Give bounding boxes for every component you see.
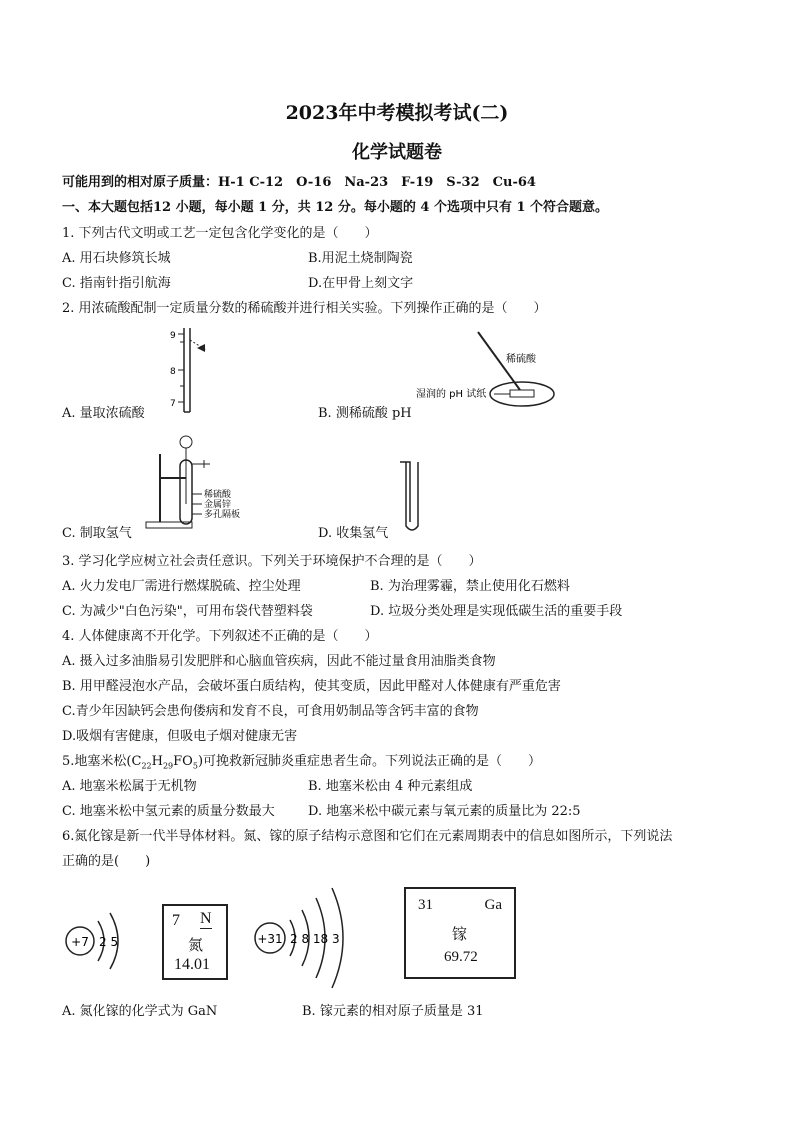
ga-atomic-number: 31 <box>418 897 433 913</box>
label-dilute-acid: 稀硫酸 <box>506 354 536 365</box>
q6-option-a: A. 氮化镓的化学式为 GaN <box>62 1004 218 1019</box>
q4-option-c: C.青少年因缺钙会患佝偻病和发育不良，可食用奶制品等含钙丰富的食物 <box>62 704 479 719</box>
q3-option-a: A. 火力发电厂需进行燃煤脱硫、控尘处理 <box>62 579 301 594</box>
nitrogen-atom-diagram <box>64 905 134 985</box>
gallium-element-card <box>404 887 516 979</box>
q4-option-b: B. 用甲醛浸泡水产品，会破坏蛋白质结构，使其变质，因此甲醛对人体健康有严重危害 <box>62 679 561 694</box>
q5-option-a: A. 地塞米松属于无机物 <box>62 779 197 794</box>
q1-option-d: D.在甲骨上刻文字 <box>308 276 414 291</box>
q5-option-c: C. 地塞米松中氢元素的质量分数最大 <box>62 804 275 819</box>
cylinder-tick-7: 7 <box>170 399 176 409</box>
q3-stem: 3. 学习化学应树立社会责任意识。下列关于环境保护不合理的是（ ） <box>62 554 482 569</box>
cylinder-tick-8: 8 <box>170 367 176 377</box>
label-zinc: 金属锌 <box>204 500 232 510</box>
paper-subtitle: 化学试题卷 <box>352 142 442 163</box>
ga-symbol: Ga <box>484 897 502 913</box>
q6-option-b: B. 镓元素的相对原子质量是 31 <box>302 1004 484 1019</box>
ga-nucleus: +31 <box>257 932 283 946</box>
q3-option-b: B. 为治理雾霾，禁止使用化石燃料 <box>370 579 570 594</box>
ga-mass: 69.72 <box>444 949 478 965</box>
q2-option-d: D. 收集氢气 <box>318 526 389 541</box>
label-porous-plate: 多孔隔板 <box>204 510 241 520</box>
ga-shells: 2 8 18 3 <box>290 932 340 946</box>
gallium-atom-diagram <box>252 882 362 992</box>
q5-stem: 5.地塞米松$(C_{22}H_{29}FO_5)$可挽救新冠肺炎重症患者生命。下列说法正确的是（ ） <box>62 754 542 771</box>
n-mass: 14.01 <box>174 956 210 973</box>
q3-option-c: C. 为减少"白色污染"，可用布袋代替塑料袋 <box>62 604 313 619</box>
ph-test-figure <box>410 330 580 410</box>
q2-option-b: B. 测稀硫酸 pH <box>318 406 412 421</box>
q2-option-a: A. 量取浓硫酸 <box>62 406 145 421</box>
atomic-masses: 可能用到的相对原子质量：H-1 C-12 O-16 Na-23 F-19 S-32 Cu-64 <box>62 175 536 190</box>
n-atomic-number: 7 <box>172 912 180 929</box>
graduated-cylinder-figure <box>150 326 220 416</box>
q4-stem: 4. 人体健康离不开化学。下列叙述不正确的是（ ） <box>62 629 378 644</box>
q1-option-b: B.用泥土烧制陶瓷 <box>308 251 413 266</box>
q2-stem: 2. 用浓硫酸配制一定质量分数的稀硫酸并进行相关实验。下列操作正确的是（ ） <box>62 301 547 316</box>
q5-option-b: B. 地塞米松由 4 种元素组成 <box>308 779 473 794</box>
hydrogen-generator-figure <box>140 434 280 530</box>
q4-option-d: D.吸烟有害健康，但吸电子烟对健康无害 <box>62 729 298 744</box>
n-nucleus: +7 <box>71 935 89 949</box>
q1-option-a: A. 用石块修筑长城 <box>62 251 171 266</box>
n-name: 氮 <box>188 938 204 954</box>
q2-option-c: C. 制取氢气 <box>62 526 132 541</box>
nitrogen-element-card <box>162 904 228 980</box>
ga-name: 镓 <box>452 927 468 943</box>
q5-option-d: D. 地塞米松中碳元素与氧元素的质量比为 22:5 <box>308 804 581 819</box>
q3-option-d: D. 垃圾分类处理是实现低碳生活的重要手段 <box>370 604 623 619</box>
n-symbol: N <box>200 910 212 927</box>
section-one-heading: 一、本大题包括12 小题，每小题 1 分，共 12 分。每小题的 4 个选项中只有 1 个符合题意。 <box>62 200 609 215</box>
label-ph-paper: 湿润的 pH 试纸 <box>416 389 487 400</box>
label-acid-c: 稀硫酸 <box>204 490 232 500</box>
q6-stem-line2: 正确的是( ) <box>62 854 151 869</box>
n-shells: 2 5 <box>99 935 119 949</box>
cylinder-tick-9: 9 <box>170 331 176 341</box>
test-tube-figure <box>396 458 426 536</box>
q1-option-c: C. 指南针指引航海 <box>62 276 171 291</box>
q6-stem-line1: 6.氮化镓是新一代半导体材料。氮、镓的原子结构示意图和它们在元素周期表中的信息如图所示，下列说法 <box>62 829 673 844</box>
exam-title: 2023年中考模拟考试(二) <box>285 102 509 124</box>
q4-option-a: A. 摄入过多油脂易引发肥胖和心脑血管疾病，因此不能过量食用油脂类食物 <box>62 654 496 669</box>
q1-stem: 1. 下列古代文明或工艺一定包含化学变化的是（ ） <box>62 226 378 241</box>
